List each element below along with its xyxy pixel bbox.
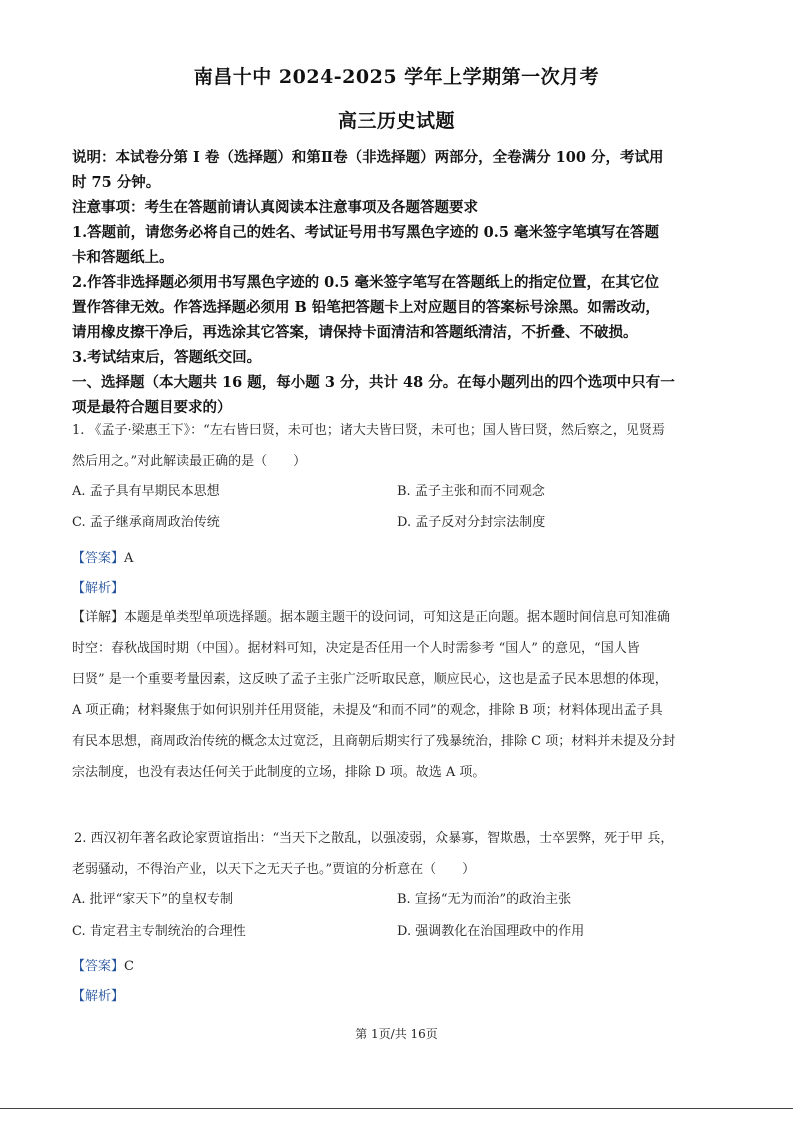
- instruction-line: 2.作答非选择题必须用书写黑色字迹的 0.5 毫米签字笔写在答题纸上的指定位置，在其它位: [72, 274, 659, 291]
- instruction-line: 卡和答题纸上。: [72, 249, 174, 266]
- instruction-line: 请用橡皮擦干净后，再选涂其它答案，请保持卡面清洁和答题纸清洁，不折叠、不破损。: [72, 324, 638, 341]
- question-1-answer: [72, 547, 133, 566]
- question-1-option-c: C. 孟子继承商周政治传统: [72, 515, 220, 530]
- question-2-option-a: A. 批评“家天下”的皇权专制: [72, 892, 233, 907]
- question-1-detail: A 项正确；材料聚焦于如何识别并任用贤能，未提及“和而不同”的观念，排除 B 项；材料体现出孟子具: [72, 703, 663, 718]
- section-heading: 一、选择题（本大题共 16 题，每小题 3 分，共计 48 分。在每小题列出的四个选项中只有一: [72, 374, 675, 391]
- question-1-detail: 【详解】本题是单类型单项选择题。据本题主题干的设问词，可知这是正向题。据本题时间信息可知准确: [72, 610, 671, 625]
- question-1-detail: 时空：春秋战国时期（中国）。据材料可知，决定是否任用一个人时需参考 “国人” 的意见，“国人皆: [72, 641, 640, 656]
- instruction-line: 说明：本试卷分第 I 卷（选择题）和第Ⅱ卷（非选择题）两部分，全卷满分 100 分，考试用: [72, 149, 664, 166]
- page-number: 第 1页/共 16页: [355, 1027, 438, 1041]
- exam-title: 南昌十中 2024-2025 学年上学期第一次月考: [193, 66, 600, 88]
- answer-value: A: [124, 551, 134, 566]
- question-2-option-b: B. 宣扬“无为而治”的政治主张: [397, 892, 572, 907]
- answer-label: 【答案】: [72, 551, 125, 566]
- question-2-analysis-label: 【解析】: [72, 989, 125, 1004]
- section-heading: 项是最符合题目要求的）: [72, 399, 232, 416]
- question-1-detail: 有民本思想，商周政治传统的概念太过宽泛，且商朝后期实行了残暴统治，排除 C 项；材料并未提及分封: [72, 734, 676, 749]
- question-1-detail: 宗法制度，也没有表达任何关于此制度的立场，排除 D 项。故选 A 项。: [72, 765, 486, 780]
- question-2-stem: 老弱骚动，不得治产业，以天下之无天子也。”贾谊的分析意在（ ）: [72, 862, 476, 877]
- question-2-option-c: C. 肯定君主专制统治的合理性: [72, 924, 246, 939]
- answer-label: 【答案】: [72, 959, 125, 974]
- question-1-analysis-label: 【解析】: [72, 581, 125, 596]
- question-2-stem: 2. 西汉初年著名政论家贾谊指出：“当天下之散乱，以强凌弱，众暴寡，智欺愚，士卒罢弊，死于甲 兵，: [74, 831, 674, 846]
- exam-subtitle: 高三历史试题: [337, 110, 455, 132]
- answer-value: C: [124, 959, 134, 974]
- instruction-line: 1.答题前，请您务必将自己的姓名、考试证号用书写黑色字迹的 0.5 毫米签字笔填写在答题: [72, 224, 659, 241]
- question-1-detail: 曰贤” 是一个重要考量因素，这反映了孟子主张广泛听取民意，顺应民心，这也是孟子民本思想的体现，: [72, 672, 668, 687]
- bottom-divider: [0, 1108, 793, 1109]
- question-1-option-d: D. 孟子反对分封宗法制度: [397, 515, 546, 530]
- question-1-stem: 然后用之。”对此解读最正确的是（ ）: [72, 454, 307, 469]
- question-1-option-a: A. 孟子具有早期民本思想: [72, 484, 220, 499]
- instruction-line: 3.考试结束后，答题纸交回。: [72, 349, 262, 366]
- question-1-option-b: B. 孟子主张和而不同观念: [397, 484, 545, 499]
- instruction-line: 注意事项：考生在答题前请认真阅读本注意事项及各题答题要求: [72, 199, 478, 216]
- question-2-option-d: D. 强调教化在治国理政中的作用: [397, 924, 585, 939]
- question-2-answer: [72, 955, 134, 974]
- instruction-line: 置作答律无效。作答选择题必须用 B 铅笔把答题卡上对应题目的答案标号涂黑。如需改动，: [72, 299, 660, 316]
- instruction-line: 时 75 分钟。: [72, 174, 161, 191]
- question-1-stem: 1. 《孟子·梁惠王下》：“左右皆曰贤，未可也；诸大夫皆曰贤，未可也；国人皆曰贤，然后察之，见贤焉: [72, 423, 665, 438]
